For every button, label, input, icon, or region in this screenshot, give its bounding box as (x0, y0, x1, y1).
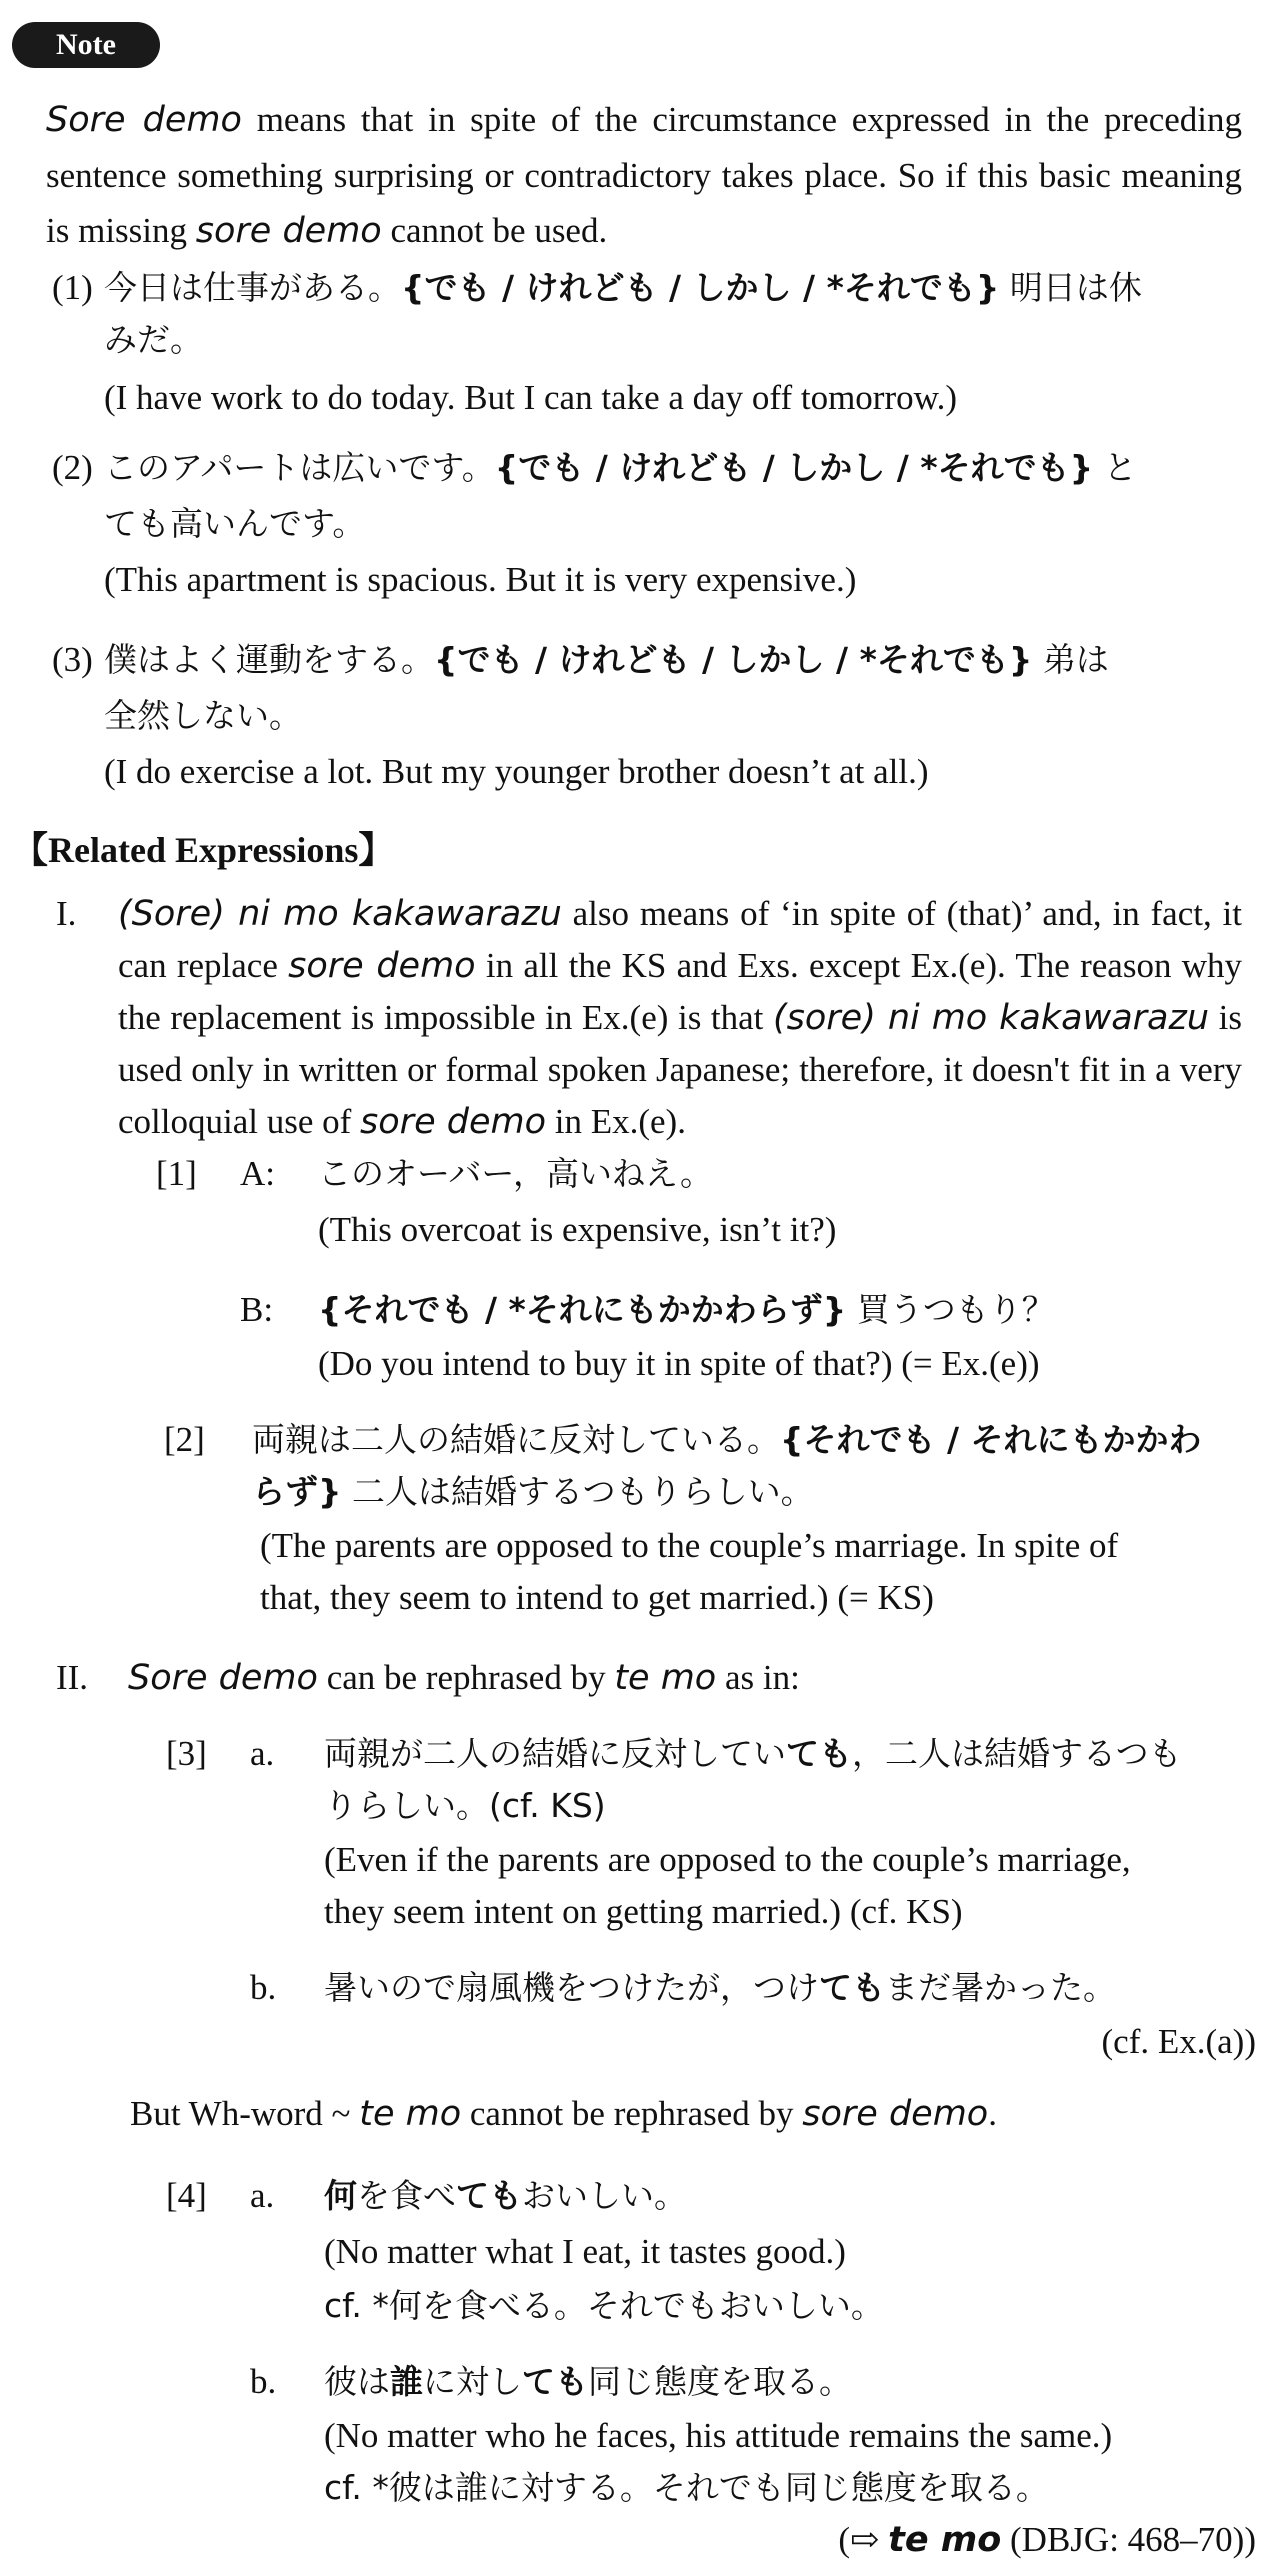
example-ii-4-number: [4] (166, 2176, 207, 2215)
example-i-1-a-japanese: このオーバー，高いねえ。 (318, 1154, 714, 1193)
example-ii-4-b-translation: (No matter who he faces, his attitude remains the same.) (324, 2416, 1113, 2455)
example-i-1-b-translation: (Do you intend to buy it in spite of that?) (= Ex.(e)) (318, 1344, 1040, 1383)
example-ii-4-a-translation: (No matter what I eat, it tastes good.) (324, 2232, 846, 2271)
example-ii-4-b-cf: cf. *彼は誰に対する。それでも同じ態度を取る。 (324, 2468, 1049, 2507)
wh-word-note: But Wh-word ~ te mo cannot be rephrased by sore demo. (130, 2094, 997, 2134)
example-i-2-translation-line-2: that, they seem to intend to get married.) (= KS) (260, 1578, 934, 1617)
related-expressions-heading: 【Related Expressions】 (12, 830, 395, 870)
example-ii-3-a-label: a. (250, 1734, 275, 1773)
example-ii-3-b-reference: (cf. Ex.(a)) (1101, 2022, 1256, 2061)
example-2-translation: (This apartment is spacious. But it is very expensive.) (104, 560, 857, 599)
example-2-choices: {でも / けれども / しかし / *それでも} (494, 448, 1094, 487)
example-3-japanese-line-2: 全然しない。 (104, 696, 302, 735)
example-ii-3-a-japanese-line-1: 両親が二人の結婚に反対していても，二人は結婚するつも (324, 1734, 1182, 1773)
example-3-number: (3) (52, 640, 93, 679)
section-1-paragraph: (Sore) ni mo kakawarazu also means of ‘in spite of (that)’ and, in fact, it can replace sore demo in all the KS and Exs. except Ex.(e). The reason why the replacement is impossible in Ex.(e) is that (sore) ni mo kakawarazu is used only in written or formal spoken Japanese; therefore, it doesn't fit in a very colloquial use of sore demo in Ex.(e). (118, 894, 1242, 1142)
example-3-choices: {でも / けれども / しかし / *それでも} (434, 640, 1033, 679)
example-1-japanese-line-2: みだ。 (104, 320, 203, 359)
example-i-1-b-label: B: (240, 1290, 274, 1329)
cross-reference-te-mo: (⇨ te mo (DBJG: 468–70)) (838, 2520, 1256, 2560)
section-1-number: I. (56, 894, 77, 933)
example-2-japanese-line-2: ても高いんです。 (104, 504, 366, 543)
section-2-text: Sore demo can be rephrased by te mo as in: (128, 1658, 800, 1698)
example-ii-3-a-japanese-line-2: りらしい。(cf. KS) (324, 1786, 606, 1825)
example-i-1-a-label: A: (240, 1154, 275, 1193)
example-i-2-japanese-line-1: 両親は二人の結婚に反対している。{それでも / それにもかかわ (252, 1420, 1202, 1459)
example-ii-4-a-label: a. (250, 2176, 275, 2215)
example-ii-4-b-label: b. (250, 2362, 277, 2401)
note-text-2: cannot be used. (381, 211, 608, 250)
example-ii-3-a-translation-line-1: (Even if the parents are opposed to the couple’s marriage, (324, 1840, 1131, 1879)
example-i-1-b-japanese: {それでも / *それにもかかわらず} 買うつもり？ (318, 1290, 1055, 1329)
example-1-number: (1) (52, 268, 93, 307)
example-ii-3-b-japanese: 暑いので扇風機をつけたが，つけてもまだ暑かった。 (324, 1968, 1116, 2007)
example-i-1-number: [1] (156, 1154, 197, 1193)
note-text-1: means that in spite of the circumstance expressed in the preceding sentence something surprising or contradictory takes place. So if this basic meaning is missing (46, 100, 1243, 250)
example-i-2-number: [2] (164, 1420, 205, 1459)
example-ii-4-a-japanese: 何を食べてもおいしい。 (324, 2176, 687, 2215)
example-i-2-translation-line-1: (The parents are opposed to the couple’s marriage. In spite of (260, 1526, 1119, 1565)
example-1-japanese-line-1: 今日は仕事がある。{でも / けれども / しかし / *それでも} 明日は休 (104, 268, 1142, 307)
term-sore-demo-2: sore demo (195, 211, 382, 251)
section-2-number: II. (56, 1658, 89, 1697)
term-sore-demo: Sore demo (46, 100, 242, 140)
example-3-japanese-line-1: 僕はよく運動をする。{でも / けれども / しかし / *それでも} 弟は (104, 640, 1109, 679)
example-1-translation: (I have work to do today. But I can take a day off tomorrow.) (104, 378, 958, 417)
example-ii-3-b-label: b. (250, 1968, 277, 2007)
example-i-1-a-translation: (This overcoat is expensive, isn’t it?) (318, 1210, 837, 1249)
note-badge: Note (12, 22, 160, 68)
example-3-translation: (I do exercise a lot. But my younger brother doesn’t at all.) (104, 752, 929, 791)
example-2-number: (2) (52, 448, 93, 487)
example-ii-3-a-translation-line-2: they seem intent on getting married.) (cf. KS) (324, 1892, 963, 1931)
example-ii-4-b-japanese: 彼は誰に対しても同じ態度を取る。 (324, 2362, 852, 2401)
note-paragraph (46, 92, 1242, 259)
example-ii-4-a-cf: cf. *何を食べる。それでもおいしい。 (324, 2286, 884, 2325)
example-i-2-japanese-line-2: らず} 二人は結婚するつもりらしい。 (252, 1472, 814, 1511)
example-1-choices: {でも / けれども / しかし / *それでも} (401, 268, 1000, 307)
example-2-japanese-line-1: このアパートは広いです。{でも / けれども / しかし / *それでも} と (104, 448, 1137, 487)
example-ii-3-number: [3] (166, 1734, 207, 1773)
